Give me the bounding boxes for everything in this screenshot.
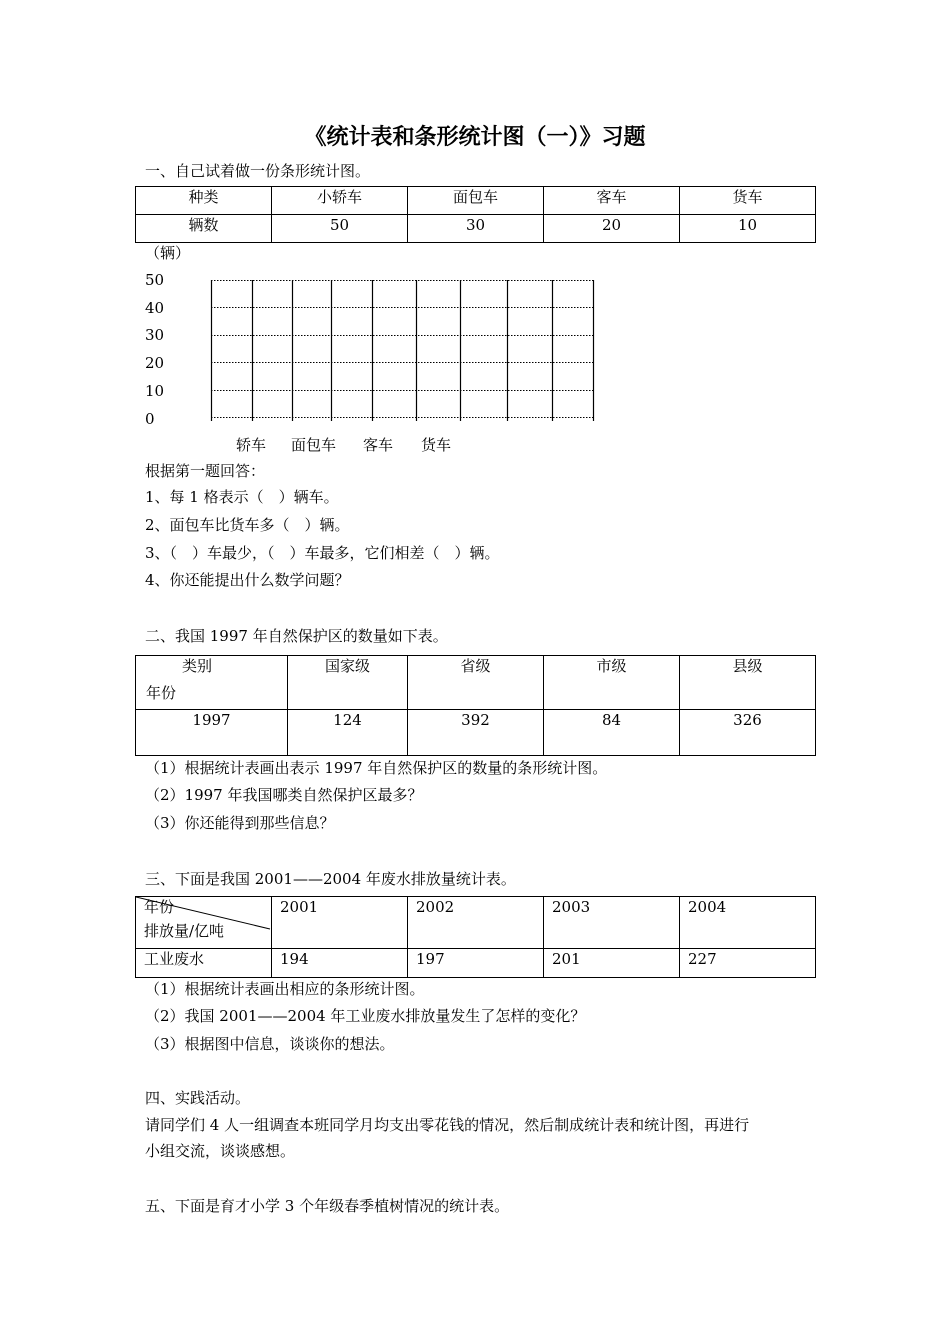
question-text: 1、每 1 格表示（ ）辆车。 (145, 488, 339, 506)
wastewater-table (135, 896, 816, 978)
header-category-label: 类别 (182, 657, 213, 675)
section2-heading: 二、我国 1997 年自然保护区的数量如下表。 (145, 627, 448, 645)
table-row (136, 656, 816, 710)
y-tick-label: 50 (145, 271, 165, 289)
table-cell: 392 (408, 710, 544, 756)
table-cell: 124 (288, 710, 408, 756)
question-text: （2）1997 年我国哪类自然保护区最多？ (145, 786, 423, 804)
table-cell: 货车 (680, 187, 816, 215)
section3-heading: 三、下面是我国 2001——2004 年废水排放量统计表。 (145, 870, 516, 888)
header-year-label: 年份 (146, 684, 177, 702)
table-row (136, 897, 816, 949)
table-cell: 2002 (408, 897, 544, 949)
table-cell: 小轿车 (272, 187, 408, 215)
question-text: （3）根据图中信息，谈谈你的想法。 (145, 1035, 395, 1053)
table-cell: 辆数 (136, 215, 272, 243)
table-cell: 30 (408, 215, 544, 243)
table-cell: 84 (544, 710, 680, 756)
section4-heading: 四、实践活动。 (145, 1089, 251, 1107)
y-tick-label: 0 (145, 410, 155, 428)
table-cell: 2004 (680, 897, 816, 949)
table-header-cell (136, 897, 272, 949)
header-year-label: 年份 (144, 898, 175, 916)
diagonal-divider (136, 897, 272, 949)
table-cell: 省级 (408, 656, 544, 710)
question-text: 4、你还能提出什么数学问题？ (145, 571, 350, 589)
table-cell: 326 (680, 710, 816, 756)
question-text: （1）根据统计表画出表示 1997 年自然保护区的数量的条形统计图。 (145, 759, 608, 777)
header-emission-label: 排放量/亿吨 (144, 922, 225, 940)
table-cell: 201 (544, 949, 680, 978)
reserve-table (135, 655, 816, 756)
y-tick-label: 10 (145, 382, 165, 400)
blank-bar-chart-grid (205, 275, 600, 425)
table-cell: 1997 (136, 710, 288, 756)
question-text: （3）你还能得到那些信息？ (145, 814, 335, 832)
table-cell: 10 (680, 215, 816, 243)
section1-intro: 根据第一题回答： (145, 462, 266, 480)
y-tick-label: 30 (145, 326, 165, 344)
table-cell: 客车 (544, 187, 680, 215)
section5-heading: 五、下面是育才小学 3 个年级春季植树情况的统计表。 (145, 1197, 510, 1215)
y-tick-label: 40 (145, 299, 165, 317)
paragraph-line: 小组交流，谈谈感想。 (145, 1142, 296, 1160)
table-cell: 2001 (272, 897, 408, 949)
table-cell: 县级 (680, 656, 816, 710)
y-tick-label: 20 (145, 354, 165, 372)
x-axis-label: 面包车 (291, 436, 337, 454)
table-row (136, 949, 816, 978)
table-cell: 50 (272, 215, 408, 243)
table-cell: 227 (680, 949, 816, 978)
chart-unit-label: （辆） (145, 244, 191, 262)
x-axis-label: 客车 (363, 436, 394, 454)
vehicle-table (135, 186, 816, 243)
table-cell: 面包车 (408, 187, 544, 215)
table-cell: 2003 (544, 897, 680, 949)
table-cell: 种类 (136, 187, 272, 215)
table-cell: 197 (408, 949, 544, 978)
question-text: 2、面包车比货车多（ ）辆。 (145, 516, 350, 534)
table-header-cell (136, 656, 288, 710)
section1-heading: 一、自己试着做一份条形统计图。 (145, 162, 371, 180)
table-cell: 市级 (544, 656, 680, 710)
question-text: 3、（ ）车最少，（ ）车最多，它们相差（ ）辆。 (145, 544, 500, 562)
table-cell: 工业废水 (136, 949, 272, 978)
question-text: （1）根据统计表画出相应的条形统计图。 (145, 980, 425, 998)
table-row (136, 215, 816, 243)
table-cell: 国家级 (288, 656, 408, 710)
table-row (136, 187, 816, 215)
paragraph-line: 请同学们 4 人一组调查本班同学月均支出零花钱的情况，然后制成统计表和统计图，再进行 (145, 1116, 750, 1134)
table-cell: 20 (544, 215, 680, 243)
question-text: （2）我国 2001——2004 年工业废水排放量发生了怎样的变化？ (145, 1007, 586, 1025)
x-axis-label: 轿车 (236, 436, 267, 454)
diagonal-line (136, 897, 270, 929)
x-axis-label: 货车 (421, 436, 452, 454)
page-title: 《统计表和条形统计图（一）》习题 (304, 124, 646, 150)
table-row (136, 710, 816, 756)
table-cell: 194 (272, 949, 408, 978)
